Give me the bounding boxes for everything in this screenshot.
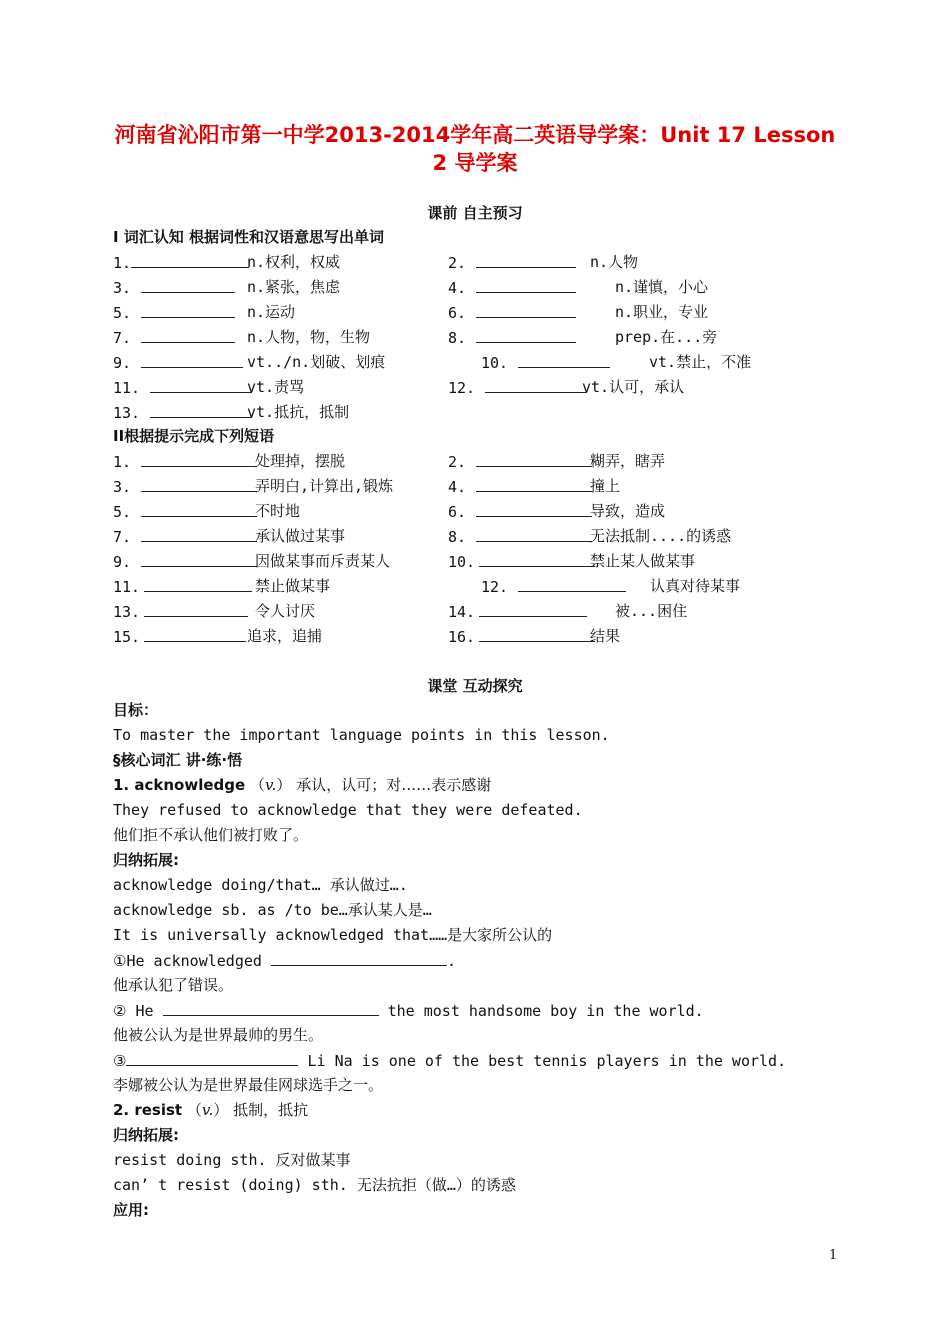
- phrase-meaning: 处理掉，摆脱: [255, 452, 346, 470]
- vocab-meaning: vt.责骂: [247, 378, 305, 396]
- phrase-answer-blank[interactable]: [479, 551, 595, 567]
- phrase-meaning: 因做某事而斥责某人: [255, 552, 391, 570]
- phrase-item: [448, 526, 732, 547]
- phrase-number: 10.: [448, 553, 476, 571]
- vocab-item: [113, 277, 341, 298]
- exercise-3-prefix: ③: [113, 1052, 127, 1070]
- phrase-number: 3.: [113, 478, 132, 496]
- phrase-number: 12.: [481, 578, 509, 596]
- phrase-number: 16.: [448, 628, 476, 646]
- vocab-item: [448, 377, 685, 398]
- phrase-answer-blank[interactable]: [479, 626, 595, 642]
- vocab-answer-blank[interactable]: [518, 352, 610, 368]
- vocab-meaning: n.紧张，焦虑: [247, 278, 341, 296]
- phrase-meaning: 无法抵制....的诱惑: [590, 527, 732, 545]
- phrase-item: [113, 551, 391, 572]
- word-1-meaning: 承认，认可；对……表示感谢: [296, 776, 492, 794]
- word-2-ext-2: can’ t resist (doing) sth. 无法抗拒（做…）的诱惑: [113, 1176, 516, 1194]
- vocab-number: 12.: [448, 379, 476, 397]
- word-2-meaning: 抵制，抵抗: [233, 1101, 309, 1119]
- word-1-exercise-2-cn: 他被公认为是世界最帅的男生。: [113, 1026, 324, 1044]
- phrase-number: 1.: [113, 453, 132, 471]
- phrase-answer-blank[interactable]: [479, 601, 587, 617]
- vocab-section-title: I 词汇认知 根据词性和汉语意思写出单词: [113, 228, 385, 246]
- phrase-meaning: 承认做过某事: [255, 527, 346, 545]
- vocab-item: [113, 352, 386, 373]
- exercise-3-blank[interactable]: [126, 1050, 298, 1066]
- vocab-number: 6.: [448, 304, 467, 322]
- vocab-meaning: n.人物，物，生物: [247, 328, 371, 346]
- vocab-answer-blank[interactable]: [150, 402, 252, 418]
- apply-label: 应用:: [113, 1201, 149, 1219]
- word-1-summary-label: 归纳拓展:: [113, 851, 179, 869]
- vocab-item: [481, 352, 752, 373]
- phrase-item: [448, 601, 688, 622]
- word-1-pos: v.: [264, 776, 277, 794]
- title-line-1: 河南省沁阳市第一中学2013-2014学年高二英语导学案：Unit 17 Lesson: [114, 123, 836, 147]
- vocab-number: 4.: [448, 279, 467, 297]
- word-1-title: 1. acknowledge （v.） 承认，认可；对……表示感谢: [113, 776, 492, 794]
- vocab-item: [448, 302, 709, 323]
- phrase-answer-blank[interactable]: [141, 501, 257, 517]
- word-1-example-cn: 他们拒不承认他们被打败了。: [113, 826, 309, 844]
- vocab-number: 13.: [113, 404, 141, 422]
- phrase-meaning: 不时地: [255, 502, 301, 520]
- word-2-headword: 2. resist: [113, 1101, 183, 1119]
- phrase-number: 7.: [113, 528, 132, 546]
- phrase-item: [113, 476, 394, 497]
- page-number: 1: [829, 1248, 838, 1263]
- vocab-answer-blank[interactable]: [476, 327, 576, 343]
- word-1-ext-1: acknowledge doing/that… 承认做过….: [113, 876, 408, 894]
- vocab-answer-blank[interactable]: [476, 277, 576, 293]
- phrase-item: [448, 626, 621, 647]
- phrase-item: [448, 451, 666, 472]
- vocab-meaning: vt.抵抗，抵制: [247, 403, 350, 421]
- phrase-item: [448, 551, 696, 572]
- vocab-item: [113, 252, 341, 273]
- phrase-item: [448, 476, 621, 497]
- phrase-answer-blank[interactable]: [144, 576, 252, 592]
- phrase-meaning: 撞上: [590, 477, 621, 495]
- phrase-number: 13.: [113, 603, 141, 621]
- preclass-heading: 课前 自主预习: [427, 204, 523, 222]
- phrase-number: 9.: [113, 553, 132, 571]
- phrase-meaning: 弄明白,计算出,锻炼: [255, 477, 394, 495]
- vocab-meaning: n.职业，专业: [615, 303, 709, 321]
- phrase-answer-blank[interactable]: [476, 476, 592, 492]
- phrase-meaning: 导致，造成: [590, 502, 666, 520]
- vocab-meaning: n.人物: [590, 253, 639, 271]
- document-title: [100, 121, 850, 177]
- exercise-1-suffix: .: [446, 952, 456, 970]
- phrase-item: [448, 501, 666, 522]
- phrase-meaning: 禁止做某事: [255, 577, 331, 595]
- vocab-number: 8.: [448, 329, 467, 347]
- phrase-answer-blank[interactable]: [141, 451, 257, 467]
- vocab-answer-blank[interactable]: [141, 277, 235, 293]
- exercise-1-blank[interactable]: [271, 950, 447, 966]
- vocab-answer-blank[interactable]: [476, 252, 576, 268]
- phrase-number: 2.: [448, 453, 467, 471]
- vocab-number: 10.: [481, 354, 509, 372]
- word-2-pos: v.: [201, 1101, 214, 1119]
- vocab-item: [448, 252, 639, 273]
- core-vocab-title: §核心词汇 讲·练·悟: [113, 751, 243, 769]
- phrase-item: [113, 626, 323, 647]
- vocab-meaning: vt../n.划破、划痕: [247, 353, 386, 371]
- phrase-answer-blank[interactable]: [518, 576, 626, 592]
- vocab-number: 2.: [448, 254, 467, 272]
- vocab-meaning: vt.禁止，不准: [649, 353, 752, 371]
- phrase-meaning: 结果: [590, 627, 621, 645]
- vocab-answer-blank[interactable]: [141, 327, 235, 343]
- word-1-ext-2: acknowledge sb. as /to be…承认某人是…: [113, 901, 432, 919]
- vocab-answer-blank[interactable]: [141, 302, 235, 318]
- word-1-ext-3: It is universally acknowledged that……是大家所公认的: [113, 926, 553, 944]
- vocab-number: 5.: [113, 304, 132, 322]
- title-line-2: 2 导学案: [432, 151, 518, 175]
- phrase-item: [113, 576, 331, 597]
- word-1-exercise-1-cn: 他承认犯了错误。: [113, 976, 234, 994]
- word-1-exercise-1: [113, 950, 456, 971]
- phrase-answer-blank[interactable]: [476, 451, 592, 467]
- word-1-headword: 1. acknowledge: [113, 776, 246, 794]
- phrase-answer-blank[interactable]: [476, 501, 592, 517]
- phrase-meaning: 被...困住: [615, 602, 688, 620]
- exercise-2-prefix: ② He: [113, 1002, 154, 1020]
- phrase-item: [113, 501, 301, 522]
- phrase-number: 15.: [113, 628, 141, 646]
- phrase-number: 14.: [448, 603, 476, 621]
- vocab-meaning: n.谨慎，小心: [615, 278, 709, 296]
- vocab-number: 1.: [113, 254, 132, 272]
- vocab-item: [113, 302, 296, 323]
- word-1-exercise-3-cn: 李娜被公认为是世界最佳网球选手之一。: [113, 1076, 384, 1094]
- phrase-number: 4.: [448, 478, 467, 496]
- phrase-item: [481, 576, 741, 597]
- phrase-section-title: II根据提示完成下列短语: [113, 427, 275, 445]
- vocab-answer-blank[interactable]: [485, 377, 587, 393]
- vocab-item: [113, 402, 350, 423]
- vocab-meaning: prep.在...旁: [615, 328, 718, 346]
- phrase-number: 8.: [448, 528, 467, 546]
- phrase-answer-blank[interactable]: [144, 626, 246, 642]
- word-1-exercise-3: [113, 1050, 786, 1071]
- exercise-2-blank[interactable]: [163, 1000, 379, 1016]
- vocab-meaning: n.权利，权威: [247, 253, 341, 271]
- phrase-item: [113, 601, 316, 622]
- word-1-exercise-2: [113, 1000, 704, 1021]
- vocab-number: 9.: [113, 354, 132, 372]
- vocab-answer-blank[interactable]: [476, 302, 576, 318]
- vocab-number: 3.: [113, 279, 132, 297]
- phrase-meaning: 认真对待某事: [650, 577, 741, 595]
- vocab-item: [448, 327, 718, 348]
- phrase-answer-blank[interactable]: [476, 526, 592, 542]
- vocab-meaning: vt.认可，承认: [582, 378, 685, 396]
- phrase-answer-blank[interactable]: [141, 551, 257, 567]
- goal-text: To master the important language points in this lesson.: [113, 726, 610, 744]
- inclass-heading: 课堂 互动探究: [427, 677, 523, 695]
- vocab-item: [113, 377, 305, 398]
- vocab-answer-blank[interactable]: [131, 252, 249, 268]
- phrase-meaning: 令人讨厌: [255, 602, 316, 620]
- vocab-meaning: n.运动: [247, 303, 296, 321]
- phrase-meaning: 禁止某人做某事: [590, 552, 696, 570]
- phrase-number: 6.: [448, 503, 467, 521]
- vocab-answer-blank[interactable]: [150, 377, 252, 393]
- goal-label: 目标：: [113, 701, 159, 719]
- phrase-meaning: 糊弄，瞎弄: [590, 452, 666, 470]
- exercise-3-suffix: Li Na is one of the best tennis players in the world.: [307, 1052, 787, 1070]
- vocab-number: 11.: [113, 379, 141, 397]
- exercise-2-suffix: the most handsome boy in the world.: [387, 1002, 704, 1020]
- phrase-number: 5.: [113, 503, 132, 521]
- phrase-meaning: 追求，追捕: [247, 627, 323, 645]
- vocab-number: 7.: [113, 329, 132, 347]
- word-1-example-en: They refused to acknowledge that they were defeated.: [113, 801, 583, 819]
- phrase-answer-blank[interactable]: [141, 476, 257, 492]
- phrase-answer-blank[interactable]: [144, 601, 248, 617]
- vocab-item: [448, 277, 709, 298]
- vocab-item: [113, 327, 371, 348]
- phrase-answer-blank[interactable]: [141, 526, 257, 542]
- exercise-1-prefix: ①He acknowledged: [113, 952, 262, 970]
- phrase-number: 11.: [113, 578, 141, 596]
- word-2-summary-label: 归纳拓展:: [113, 1126, 179, 1144]
- vocab-answer-blank[interactable]: [141, 352, 243, 368]
- word-2-ext-1: resist doing sth. 反对做某事: [113, 1151, 351, 1169]
- phrase-item: [113, 451, 346, 472]
- word-2-title: 2. resist （v.） 抵制，抵抗: [113, 1101, 309, 1119]
- phrase-item: [113, 526, 346, 547]
